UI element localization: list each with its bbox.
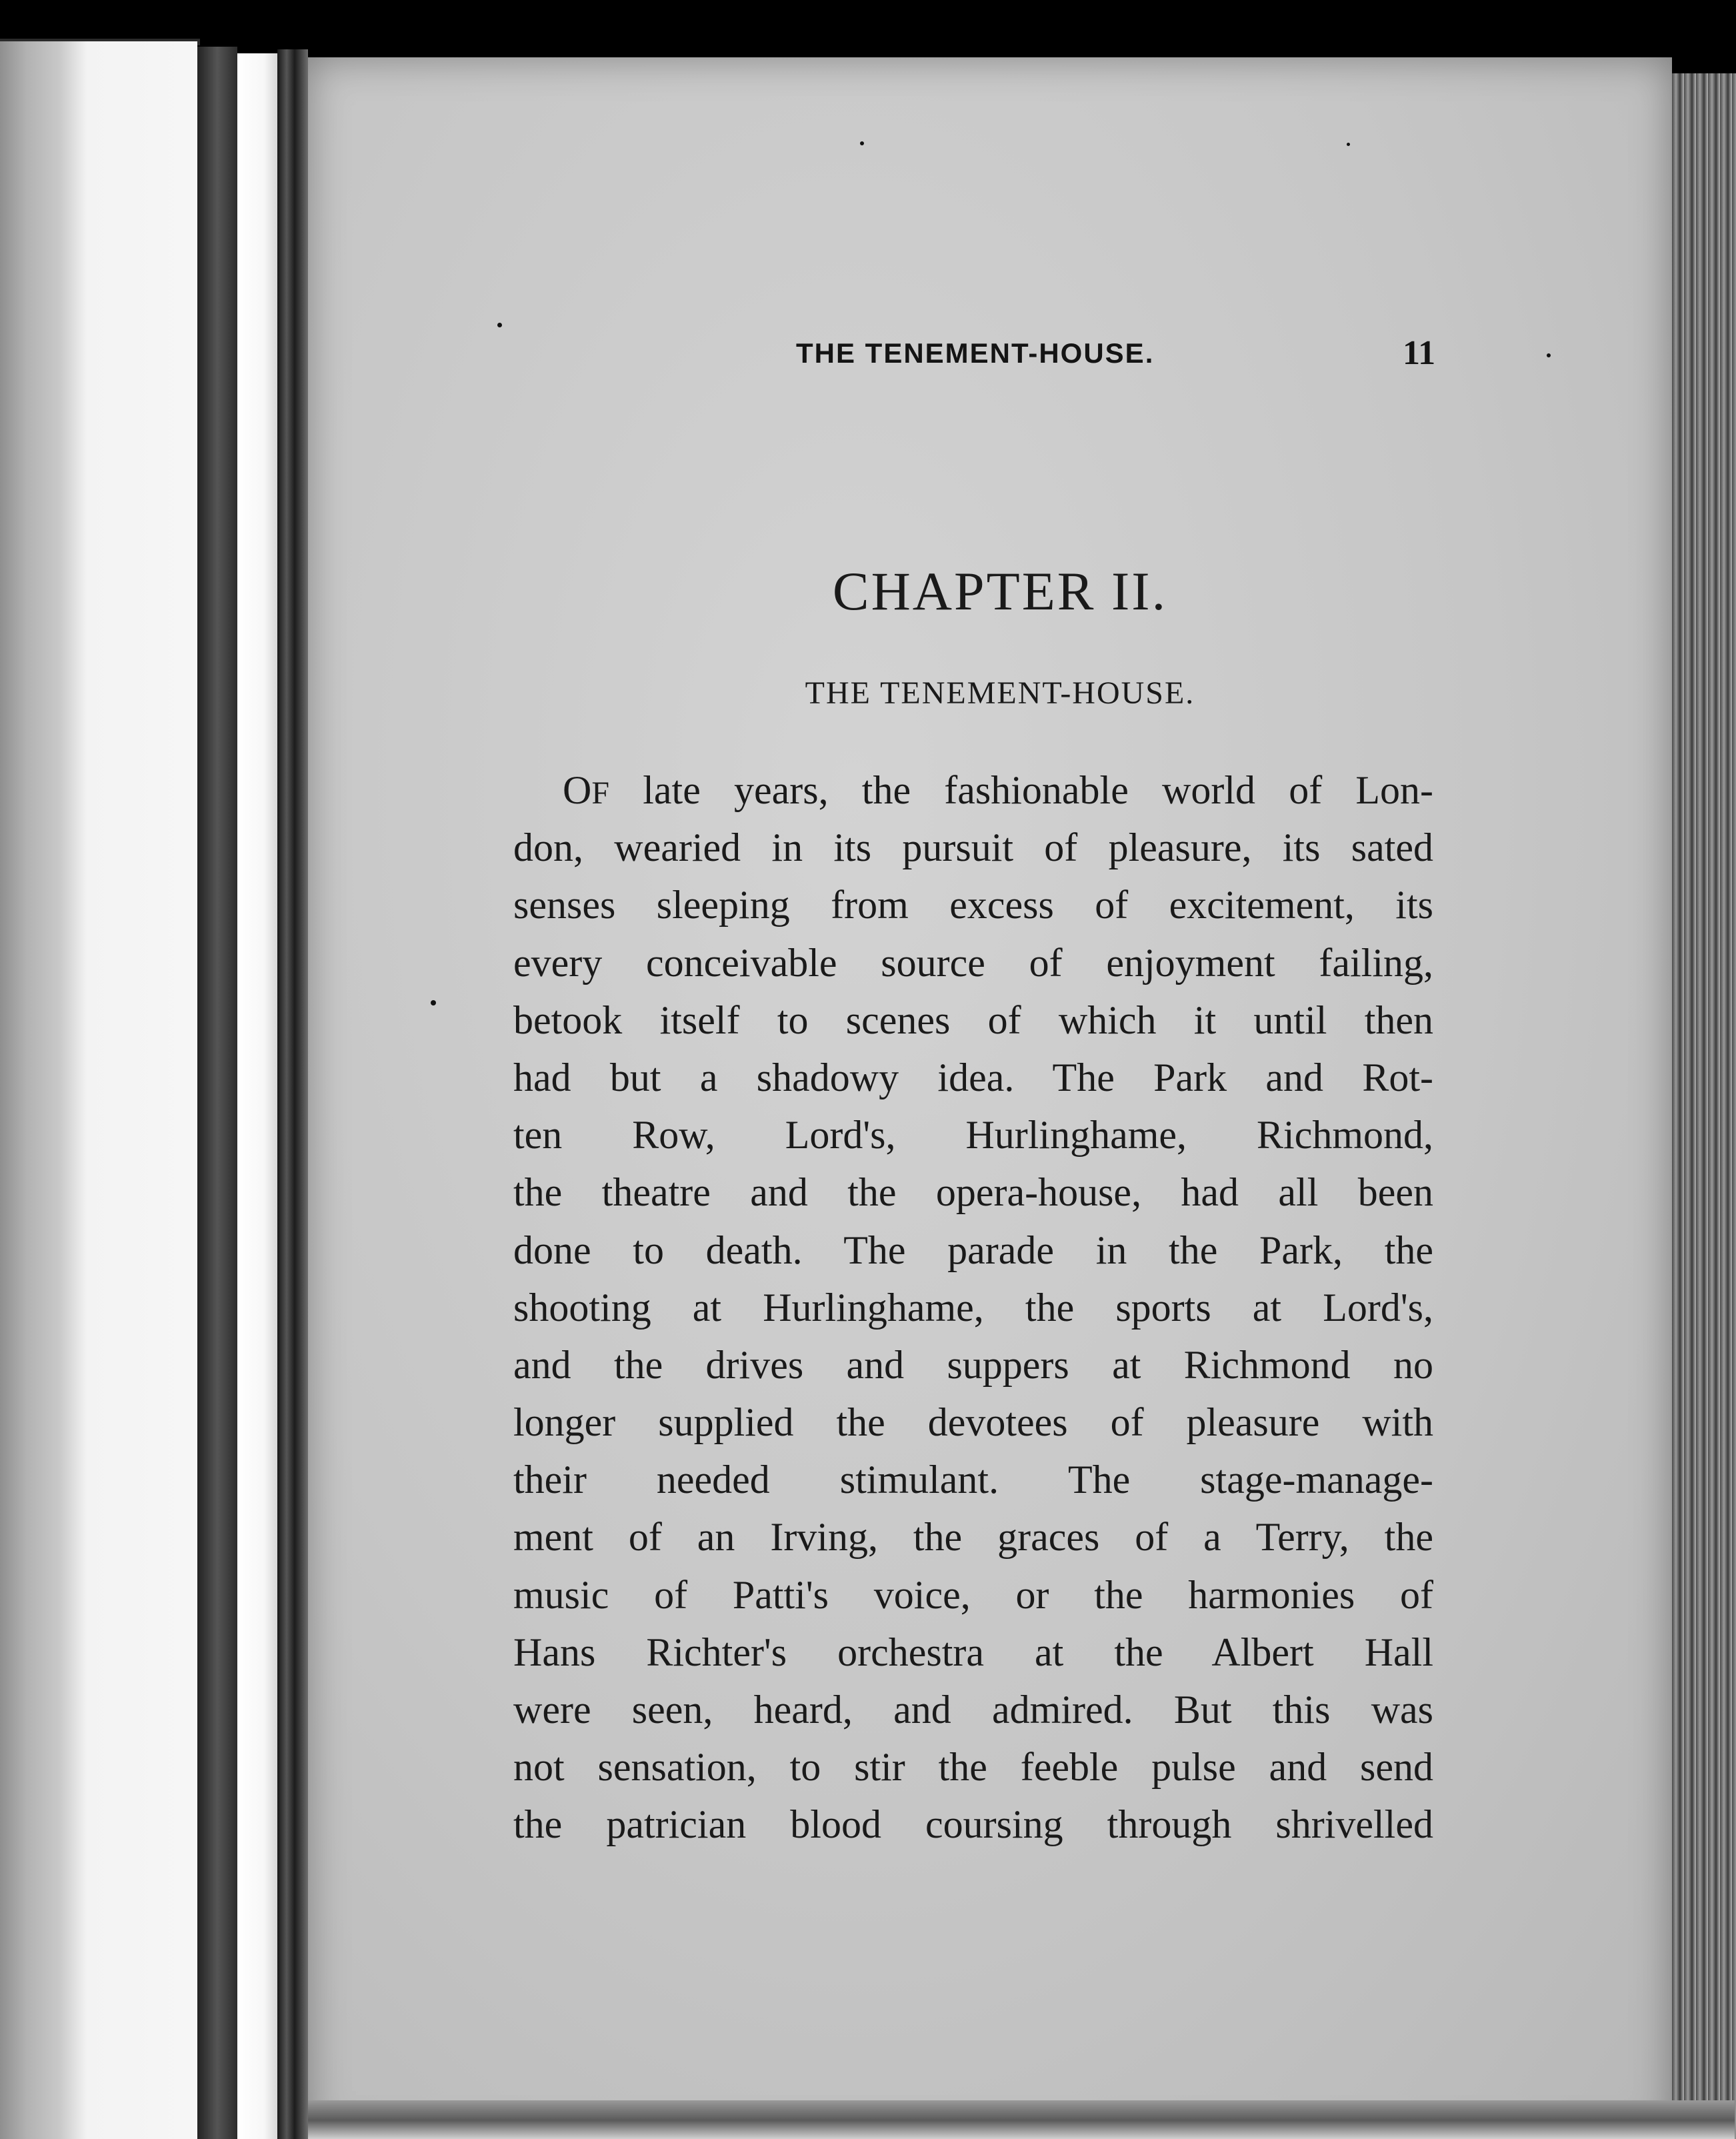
page-number: 11 — [1403, 334, 1436, 372]
book-gutter-shadow — [197, 47, 237, 2139]
ink-speck — [1547, 353, 1551, 357]
ink-speck — [497, 323, 502, 327]
previous-page-margin — [0, 41, 197, 2139]
page-stack-edges — [1672, 73, 1736, 2139]
small-cap-letters: F — [591, 775, 610, 811]
body-line: music of Patti's voice, or the harmonies of — [513, 1572, 1433, 1617]
body-line: every conceivable source of enjoyment failing, — [513, 940, 1433, 985]
body-line-1 — [513, 761, 1433, 819]
body-line: done to death. The parade in the Park, the — [513, 1228, 1433, 1272]
page-bottom-edge — [308, 2100, 1735, 2139]
body-line: ten Row, Lord's, Hurlinghame, Richmond, — [513, 1113, 1433, 1158]
body-text — [513, 761, 1433, 1854]
body-line: their needed stimulant. The stage-manage- — [513, 1458, 1433, 1502]
chapter-subtitle: THE TENEMENT-HOUSE. — [805, 675, 1195, 711]
drop-initial: O — [563, 768, 592, 812]
ink-speck — [431, 1000, 436, 1005]
body-line: don, wearied in its pursuit of pleasure, its sated — [513, 825, 1433, 870]
running-head: THE TENEMENT-HOUSE. — [796, 337, 1155, 369]
chapter-title: CHAPTER II. — [832, 561, 1168, 621]
body-line: had but a shadowy idea. The Park and Rot- — [513, 1055, 1433, 1100]
body-line: Hans Richter's orchestra at the Albert Hall — [513, 1630, 1433, 1674]
body-line: and the drives and suppers at Richmond no — [513, 1342, 1433, 1387]
first-line-text: late years, the fashionable world of Lon- — [609, 768, 1433, 812]
body-line: shooting at Hurlinghame, the sports at Lord's, — [513, 1285, 1433, 1330]
body-line: were seen, heard, and admired. But this was — [513, 1688, 1433, 1732]
ink-speck — [860, 141, 864, 145]
body-line: the theatre and the opera-house, had all been — [513, 1170, 1433, 1215]
body-line: senses sleeping from excess of excitement, its — [513, 883, 1433, 927]
book-gutter-highlight — [237, 53, 277, 2139]
ink-speck — [1347, 143, 1350, 146]
body-line: the patrician blood coursing through shrivelled — [513, 1802, 1433, 1847]
body-line: not sensation, to stir the feeble pulse and send — [513, 1745, 1433, 1790]
body-line: ment of an Irving, the graces of a Terry, the — [513, 1515, 1433, 1560]
body-line: betook itself to scenes of which it until then — [513, 997, 1433, 1042]
body-line: longer supplied the devotees of pleasure with — [513, 1400, 1433, 1445]
book-gutter-fold — [277, 49, 308, 2139]
